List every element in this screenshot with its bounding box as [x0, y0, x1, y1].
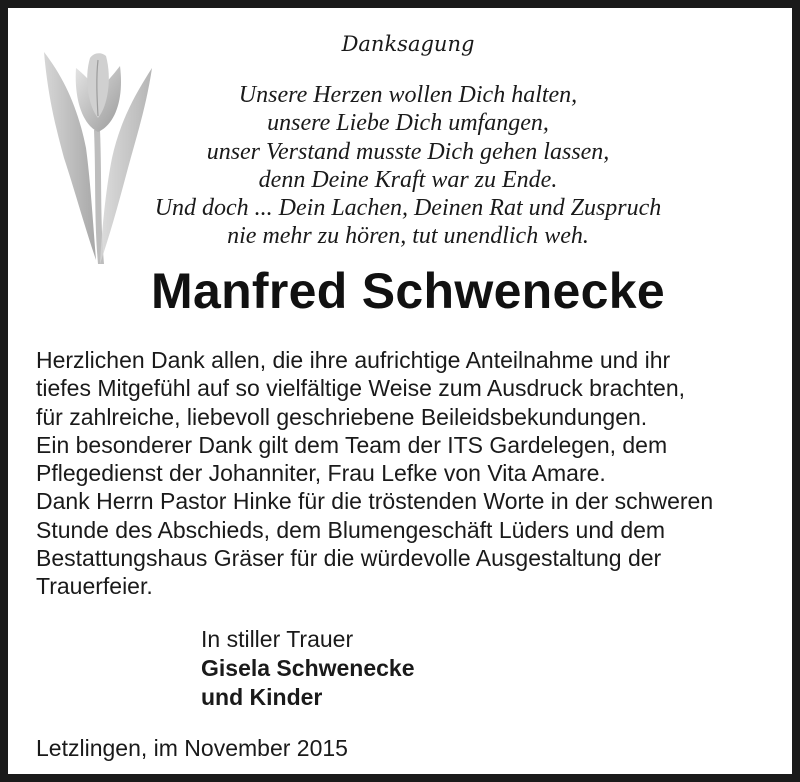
deceased-name: Manfred Schwenecke: [151, 263, 665, 319]
signoff-intro: In stiller Trauer: [201, 626, 354, 652]
signer-name: Gisela Schwenecke: [201, 655, 415, 681]
place-date: Letzlingen, im November 2015: [36, 735, 348, 761]
thanks-line: Stunde des Abschieds, dem Blumengeschäft Lüders und dem: [36, 516, 666, 543]
thanks-line: tiefes Mitgefühl auf so vielfältige Weise zum Ausdruck brachten,: [36, 375, 686, 402]
poem-line: denn Deine Kraft war zu Ende.: [258, 166, 558, 193]
poem-line: unsere Liebe Dich umfangen,: [267, 110, 549, 137]
notice-heading: Danksagung: [341, 32, 475, 56]
thanks-text: [36, 346, 796, 601]
thanks-line: Bestattungshaus Gräser für die würdevolle Ausgestaltung der: [36, 545, 662, 572]
thanks-line: Trauerfeier.: [36, 573, 153, 600]
thanks-line: Dank Herrn Pastor Hinke für die tröstenden Worte in der schweren: [36, 488, 714, 515]
signer-family: und Kinder: [201, 684, 323, 710]
thanks-line: Pflegedienst der Johanniter, Frau Lefke von Vita Amare.: [36, 460, 606, 487]
signoff: [201, 625, 415, 712]
thanks-line: Ein besonderer Dank gilt dem Team der ITS Gardelegen, dem: [36, 431, 668, 458]
poem-line: Unsere Herzen wollen Dich halten,: [238, 82, 578, 108]
memorial-poem: [118, 81, 698, 251]
poem-line: nie mehr zu hören, tut unendlich weh.: [227, 223, 589, 250]
poem-line: Und doch ... Dein Lachen, Deinen Rat und Zuspruch: [154, 195, 662, 222]
thanks-line: Herzlichen Dank allen, die ihre aufrichtige Anteilnahme und ihr: [36, 347, 671, 373]
thanks-line: für zahlreiche, liebevoll geschriebene Beileidsbekundungen.: [36, 403, 648, 430]
poem-line: unser Verstand musste Dich gehen lassen,: [206, 138, 610, 165]
